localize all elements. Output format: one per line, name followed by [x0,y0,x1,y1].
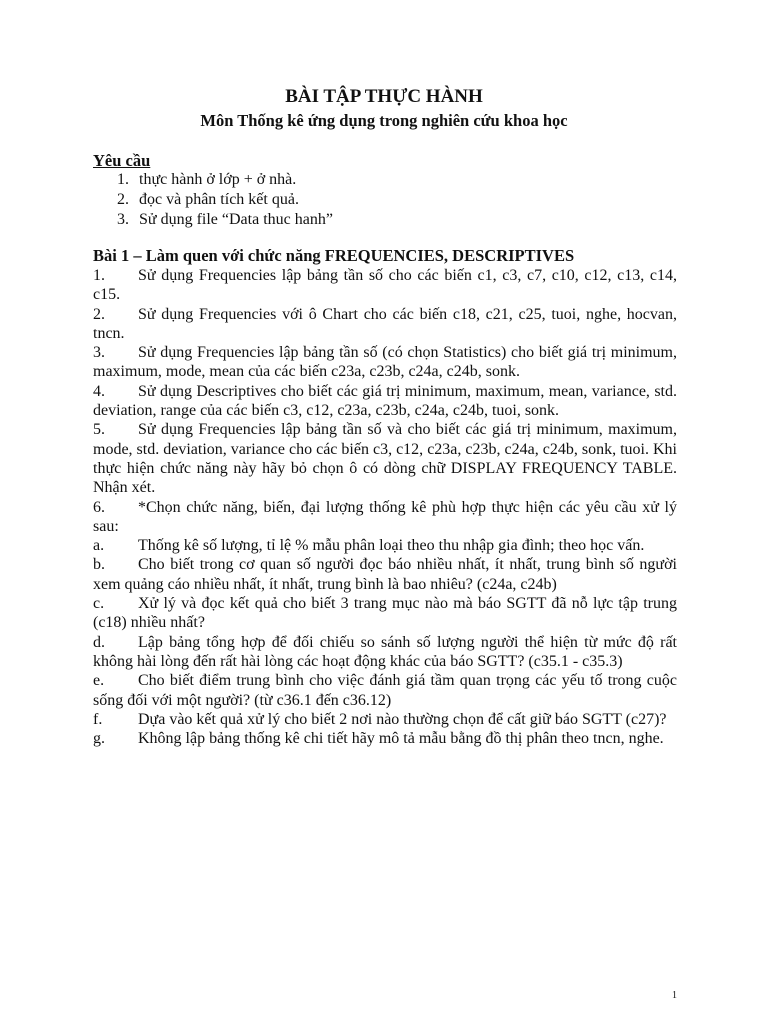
exercise-item [93,343,677,382]
item-text: Dựa vào kết quả xử lý cho biết 2 nơi nào thường chọn để cất giữ báo SGTT (c27)? [138,710,667,728]
exercise-items [93,266,677,748]
exercise-subitem [93,729,677,748]
exercise-heading: Bài 1 – Làm quen với chức năng FREQUENCIES, DESCRIPTIVES [93,246,575,265]
item-number: c. [93,595,105,613]
exercise-item [93,266,677,305]
document-subtitle: Môn Thống kê ứng dụng trong nghiên cứu khoa học [200,111,568,130]
list-item-text: đọc và phân tích kết quả. [139,191,299,208]
list-item-text: Sử dụng file “Data thuc hanh” [139,211,333,228]
page-number: 1 [672,990,677,1001]
exercise-item [93,498,677,537]
item-number: 6. [93,498,105,516]
item-number: 1. [93,267,105,284]
item-text: Lập bảng tổng hợp để đối chiếu so sánh số lượng người thể hiện từ mức độ rất không hài lòng đến rất hài lòng các hoạt động khác của báo SGTT? (c35.1 - c35.3) [93,633,677,670]
list-item-number: 2. [117,191,129,208]
exercise-item [93,382,677,421]
item-text: Cho biết điểm trung bình cho việc đánh giá tầm quan trọng các yếu tố trong cuộc sống đối với một người? (từ c36.1 đến c36.12) [93,672,677,709]
exercise-subitem [93,555,677,594]
list-item-number: 3. [117,211,129,228]
item-number: b. [93,556,105,574]
exercise-subitem [93,671,677,710]
item-text: Sử dụng Frequencies với ô Chart cho các biến c18, c21, c25, tuoi, nghe, hocvan, tncn. [93,305,677,342]
item-text: Sử dụng Descriptives cho biết các giá trị minimum, maximum, mean, variance, std. deviation, range của các biến c3, c12, c23a, c23b, c24a, c24b, tuoi, sonk. [93,382,677,420]
item-text: Cho biết trong cơ quan số người đọc báo nhiều nhất, ít nhất, trung bình số người xem quảng cáo nhiều nhất, ít nhất, trung bình là bao nhiêu? (c24a, c24b) [93,556,677,593]
exercise-subitem [93,536,677,555]
item-number: 3. [93,344,105,362]
item-number: 4. [93,382,105,400]
exercise-subitem [93,710,677,729]
item-number: e. [93,672,105,690]
item-text: *Chọn chức năng, biến, đại lượng thống kê phù hợp thực hiện các yêu cầu xử lý sau: [93,498,677,535]
item-text: Thống kê số lượng, tỉ lệ % mẫu phân loại theo thu nhập gia đình; theo học vấn. [138,537,645,555]
list-item [93,190,333,210]
requirements-heading: Yêu cầu [93,151,151,170]
item-number: a. [93,537,105,555]
list-item-text: thực hành ở lớp + ở nhà. [139,171,297,188]
exercise-item [93,420,677,497]
exercise-subitem [93,594,677,633]
list-item [93,170,333,190]
item-text: Không lập bảng thống kê chi tiết hãy mô tả mẫu bằng đồ thị phân theo tncn, nghe. [138,730,664,748]
item-number: 5. [93,421,105,439]
requirements-list [93,170,333,230]
item-number: f. [93,710,103,728]
item-text: Sử dụng Frequencies lập bảng tần số (có chọn Statistics) cho biết giá trị minimum, maximum, mode, mean của các biến c23a, c23b, c24a, c24b, sonk. [93,344,677,381]
item-number: d. [93,633,105,651]
exercise-item [93,305,677,344]
document-title: BÀI TẬP THỰC HÀNH [285,86,483,107]
item-number: 2. [93,305,105,323]
list-item [93,210,333,230]
list-item-number: 1. [117,171,129,188]
exercise-subitem [93,633,677,672]
item-text: Sử dụng Frequencies lập bảng tần số cho các biến c1, c3, c7, c10, c12, c13, c14, c15. [93,267,677,304]
item-number: g. [93,730,105,748]
item-text: Xử lý và đọc kết quả cho biết 3 trang mục nào mà báo SGTT đã nỗ lực tập trung (c18) nhiều nhất? [93,595,677,632]
item-text: Sử dụng Frequencies lập bảng tần số và cho biết các giá trị minimum, maximum, mode, std. deviation, variance cho các biến c3, c12, c23a, c23b, c24a, c24b, sonk, tuoi. Khi thực hiện chức năng này hãy bỏ chọn ô có dòng chữ DISPLAY FREQUENCY TABLE. Nhận xét. [93,421,677,497]
